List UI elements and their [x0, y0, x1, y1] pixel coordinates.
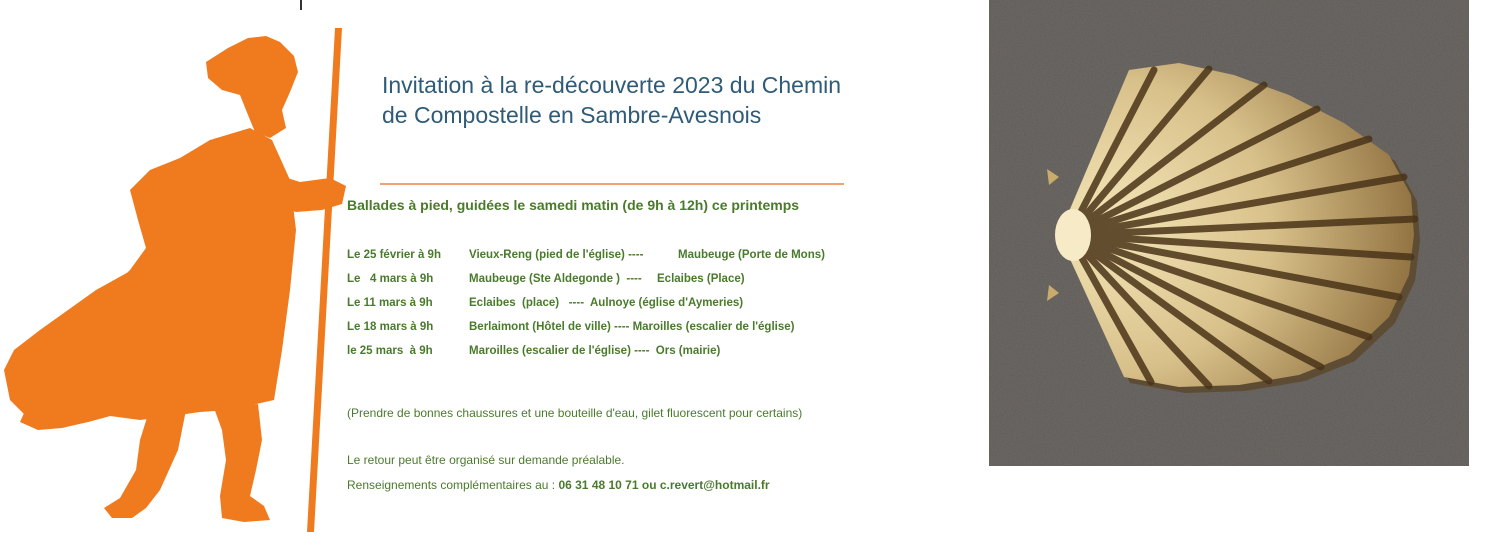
- schedule-to: Maubeuge (Porte de Mons): [678, 249, 825, 261]
- schedule-date: le 25 mars à 9h: [347, 345, 433, 357]
- stray-mark: [300, 0, 302, 10]
- schedule-from: Eclaibes (place) ---- Aulnoye (église d'Aymeries): [469, 297, 744, 309]
- return-note: Le retour peut être organisé sur demande préalable.: [347, 453, 625, 467]
- schedule-date: Le 25 février à 9h: [347, 249, 441, 261]
- divider: [380, 183, 844, 185]
- schedule-row: [347, 321, 877, 345]
- schedule-from: Maroilles (escalier de l'église) ---- Ors (mairie): [469, 345, 721, 357]
- schedule-row: [347, 297, 877, 321]
- title-line-2: de Compostelle en Sambre-Avesnois: [382, 102, 762, 128]
- equipment-note: (Prendre de bonnes chaussures et une bouteille d'eau, gilet fluorescent pour certains): [347, 406, 803, 420]
- contact-details: 06 31 48 10 71 ou c.revert@hotmail.fr: [558, 478, 770, 492]
- schedule-date: Le 11 mars à 9h: [347, 297, 433, 309]
- pilgrim-silhouette-image: [0, 20, 360, 540]
- schedule-row: [347, 249, 877, 273]
- schedule-from: Vieux-Reng (pied de l'église) ----: [469, 249, 644, 261]
- schedule-from: Berlaimont (Hôtel de ville) ---- Maroilles (escalier de l'église): [469, 321, 795, 333]
- walks-subtitle: Ballades à pied, guidées le samedi matin (de 9h à 12h) ce printemps: [347, 197, 800, 213]
- invitation-title: [382, 70, 882, 130]
- schedule-from: Maubeuge (Ste Aldegonde ) ----: [469, 273, 642, 285]
- schedule-row: [347, 273, 877, 297]
- schedule-date: Le 4 mars à 9h: [347, 273, 434, 285]
- schedule-row: [347, 345, 877, 369]
- info-line: [347, 477, 857, 494]
- info-label: Renseignements complémentaires au :: [347, 478, 559, 492]
- title-line-1: Invitation à la re-découverte 2023 du Chemin: [382, 72, 842, 98]
- schedule-to: Eclaibes (Place): [657, 273, 745, 285]
- scallop-shell-image: [989, 0, 1469, 466]
- schedule-date: Le 18 mars à 9h: [347, 321, 434, 333]
- schedule-list: [347, 249, 877, 369]
